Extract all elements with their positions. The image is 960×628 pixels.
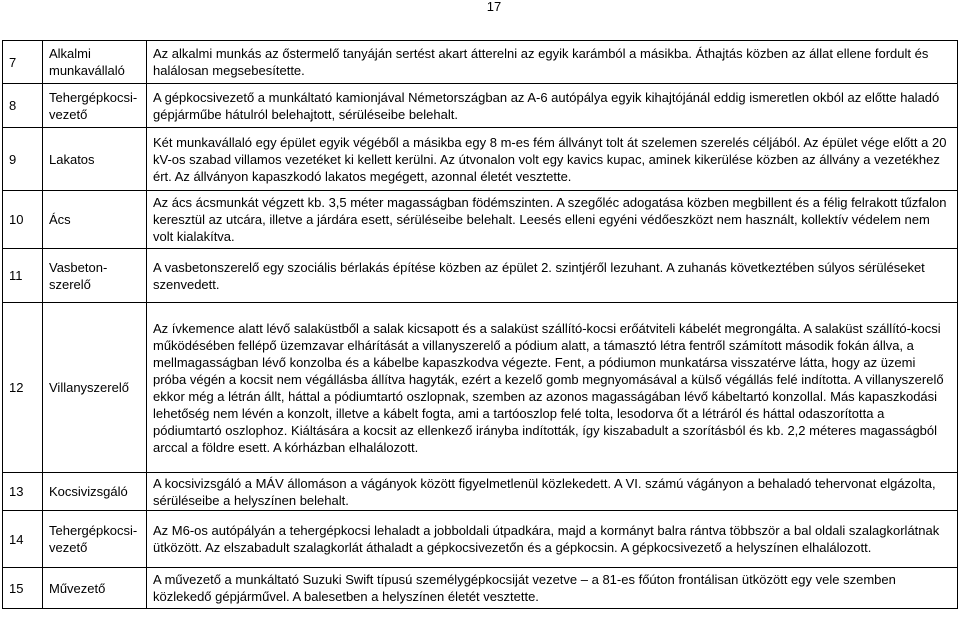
occupation-label: Villanyszerelő: [49, 380, 129, 395]
row-number: 10: [3, 191, 43, 249]
description-cell: [147, 303, 958, 473]
description-text: Az ács ácsmunkát végzett kb. 3,5 méter magasságban födémszinten. A szegőléc adogatása közben megbillent és a félig felrakott tűzfalon keresztül az utcára, illetve a járdára esett, sérüléseibe belehalt. Leesés elleni egyéni védőeszközt nem használt, kollektív védelem nem volt kialakítva.: [153, 195, 947, 244]
description-cell: [147, 191, 958, 249]
occupation-label: Ács: [49, 212, 71, 227]
table-row: [3, 511, 958, 568]
description-cell: [147, 568, 958, 609]
description-text: A gépkocsivezető a munkáltató kamionjával Németországban az A-6 autópálya egyik kihajtójánál eddig ismeretlen okból az előtte haladó gépjárműbe hátulról belehajtott, sérüléseibe belehalt.: [153, 89, 940, 122]
description-text: A kocsivizsgáló a MÁV állomáson a vágányok között figyelmetlenül közlekedett. A VI. számú vágányon a behaladó tehervonat elgázolta, sérüléseibe a helyszínen belehalt.: [153, 475, 936, 508]
description-cell: [147, 128, 958, 191]
occupation-label: Tehergépkocsi- vezető: [49, 523, 138, 555]
table-row: [3, 191, 958, 249]
table-row: [3, 84, 958, 128]
row-number: 14: [3, 511, 43, 568]
occupation-cell: [43, 191, 147, 249]
description-text: A művezető a munkáltató Suzuki Swift típusú személygépkocsiját vezetve – a 81-es főúton frontálisan ütközött egy vele szemben közlekedő gépjárművel. A balesetben a helyszínen életét vesztette.: [153, 572, 896, 604]
description-cell: [147, 84, 958, 128]
occupation-cell: [43, 568, 147, 609]
row-number: 13: [3, 473, 43, 511]
table-row: [3, 473, 958, 511]
row-number: 7: [3, 41, 43, 84]
description-cell: [147, 473, 958, 511]
description-cell: [147, 41, 958, 84]
occupation-cell: [43, 303, 147, 473]
occupation-cell: [43, 511, 147, 568]
row-number: 8: [3, 84, 43, 128]
row-number: 9: [3, 128, 43, 191]
description-text: Két munkavállaló egy épület egyik végéből a másikba egy 8 m-es fém állványt tolt át szelemen szerelés céljából. Az épület vége előtt a 20 kV-os szabad villamos vezetéket ki kellett kerülni. Az útvonalon volt egy kavics kupac, aminek kikerülése közben az állvány a vezetékhez ért. Az állványon kapaszkodó lakatos megégett, azonnal életét vesztette.: [153, 134, 947, 184]
occupation-label: Lakatos: [49, 151, 95, 167]
occupation-label: Tehergépkocsi- vezető: [49, 89, 138, 122]
accident-table: [2, 40, 958, 609]
page-number: 17: [486, 0, 502, 14]
occupation-cell: [43, 84, 147, 128]
occupation-cell: [43, 249, 147, 303]
row-number: 15: [3, 568, 43, 609]
row-number: 12: [3, 303, 43, 473]
occupation-cell: [43, 128, 147, 191]
description-text: Az ívkemence alatt lévő salaküstből a salak kicsapott és a salaküst szállító-kocsi erőátviteli kábelét megrongálta. A salaküst szállító-kocsi működésében fellépő üzemzavar elhárítását a villanyszerelő a pódium alatt, a támasztó létra fentről számított második fokán állva, a mellmagasságban lévő konzolba és a kábelbe kapaszkodva végezte. Fent, a pódiumon munkatársa visszatérve látta, hogy az üzemi próba végén a kocsit nem végállásba állítva hagyták, ezért a kezelő gomb megnyomásával a külső végállás felé indította. A villanyszerelő ekkor még a létrán állt, háttal a pódiumtartó oszlopnak, szemben az azonos magasságában lévő kábeltartó konzollal. Más kapaszkodási lehetőség nem lévén a konzolt, illetve a kábelt fogta, ami a tartóoszlop felé tolta, lesodorva őt a létráról és háttal odaszorította a pódiumtartó oszlophoz. Kiáltására a kocsit az ellenkező irányba indították, így kiszabadult a szorításból és kb. 2,2 méteres magasságból arccal a földre esett. A kórházban elhalálozott.: [153, 320, 944, 455]
description-text: Az M6-os autópályán a tehergépkocsi lehaladt a jobboldali útpadkára, majd a kormányt balra rántva többször a bal oldali szalagkorlátnak ütközött. Az elszabadult szalagkorlát áthaladt a gépkocsivezetőn és a gépkocsin. A gépkocsivezető a helyszínen elhalálozott.: [153, 523, 940, 555]
occupation-cell: [43, 473, 147, 511]
table-row: [3, 41, 958, 84]
description-text: Az alkalmi munkás az őstermelő tanyáján sertést akart átterelni az egyik karámból a másikba. Áthajtás közben az állat ellene fordult és halálosan megsebesítette.: [153, 46, 929, 78]
occupation-label: Művezető: [49, 580, 106, 596]
description-text: A vasbetonszerelő egy szociális bérlakás építése közben az épület 2. szintjéről lezuhant. A zuhanás következtében súlyos sérüléseket szenvedett.: [153, 259, 925, 292]
occupation-label: Alkalmi munkavállaló: [49, 46, 125, 78]
table-row: [3, 303, 958, 473]
description-cell: [147, 249, 958, 303]
table-row: [3, 568, 958, 609]
occupation-label: Vasbeton- szerelő: [49, 259, 108, 292]
table-row: [3, 249, 958, 303]
occupation-cell: [43, 41, 147, 84]
occupation-label: Kocsivizsgáló: [49, 484, 128, 499]
description-cell: [147, 511, 958, 568]
row-number: 11: [3, 249, 43, 303]
table-row: [3, 128, 958, 191]
